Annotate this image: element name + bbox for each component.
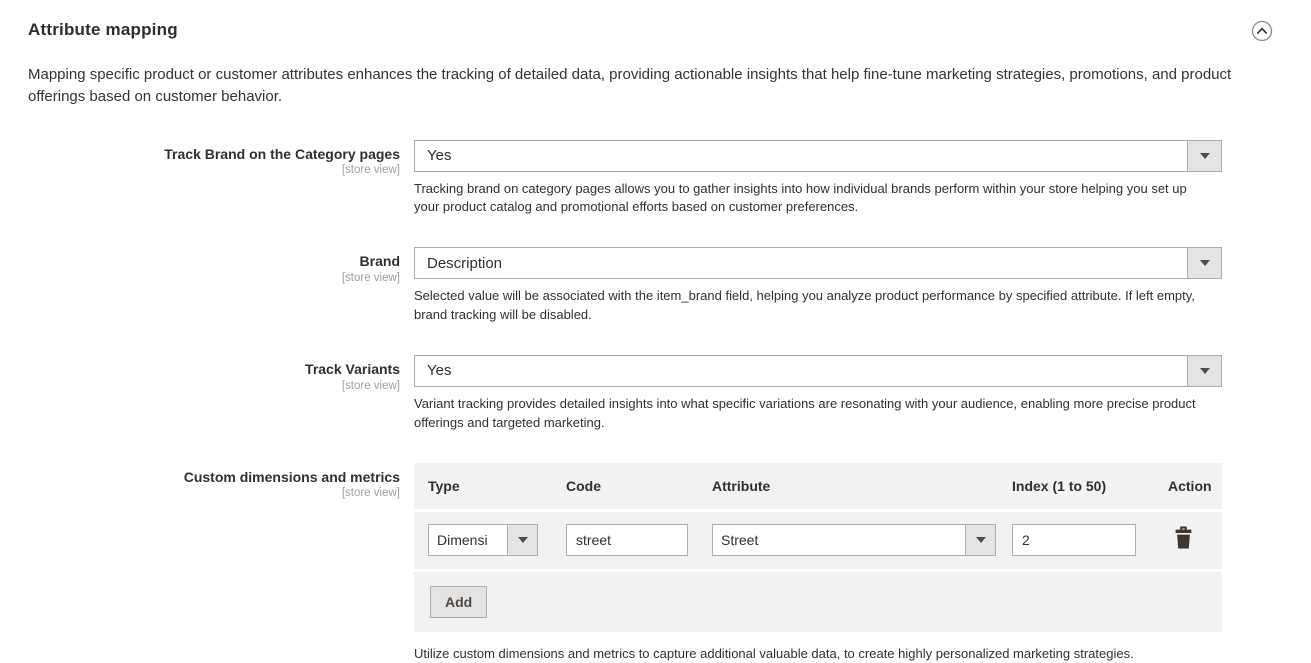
- scope-label: [store view]: [0, 272, 400, 284]
- table-header-row: [414, 463, 1222, 509]
- caret-down-icon: [507, 525, 537, 555]
- field-brand: [0, 247, 1311, 325]
- field-custom-dimensions-and-metrics: [0, 463, 1311, 663]
- track-variants-note: Variant tracking provides detailed insights into what specific variations are resonating with your audience, enabling more precise product offerings and targeted marketing.: [414, 395, 1210, 433]
- section-title: Attribute mapping: [28, 20, 178, 40]
- section-description: Mapping specific product or customer attributes enhances the tracking of detailed data, providing actionable insights that help fine-tune marketing strategies, promotions, and product offerings based on customer behavior.: [28, 64, 1283, 108]
- type-selected-value: Dimensi: [429, 525, 507, 555]
- collapse-section-button[interactable]: [1251, 20, 1273, 42]
- column-header-type: Type: [428, 478, 566, 494]
- add-row-button[interactable]: Add: [430, 586, 487, 618]
- column-header-attribute: Attribute: [712, 478, 1012, 494]
- table-row: [414, 512, 1222, 569]
- track-brand-selected-value: Yes: [415, 141, 1187, 171]
- track-brand-note: Tracking brand on category pages allows you to gather insights into how individual brands perform within your store helping you set up your product catalog and promotional efforts based on customer preferences.: [414, 180, 1210, 218]
- field-track-variants: [0, 355, 1311, 433]
- column-header-action: Action: [1168, 478, 1222, 494]
- trash-icon: [1174, 537, 1193, 552]
- attribute-selected-value: Street: [713, 525, 965, 555]
- custom-dimensions-label: Custom dimensions and metrics: [0, 469, 400, 486]
- brand-selected-value: Description: [415, 248, 1187, 278]
- custom-dimensions-table: [414, 463, 1222, 632]
- caret-down-icon: [1187, 141, 1221, 171]
- custom-dimensions-note: Utilize custom dimensions and metrics to capture additional valuable data, to create highly personalized marketing strategies.: [414, 645, 1210, 663]
- brand-select[interactable]: [414, 247, 1222, 279]
- track-variants-selected-value: Yes: [415, 356, 1187, 386]
- delete-row-button[interactable]: [1174, 526, 1193, 549]
- column-header-index: Index (1 to 50): [1012, 478, 1168, 494]
- scope-label: [store view]: [0, 487, 400, 499]
- track-variants-label: Track Variants: [0, 361, 400, 378]
- caret-down-icon: [1187, 356, 1221, 386]
- scope-label: [store view]: [0, 380, 400, 392]
- attribute-select[interactable]: [712, 524, 996, 556]
- track-variants-select[interactable]: [414, 355, 1222, 387]
- scope-label: [store view]: [0, 164, 400, 176]
- brand-note: Selected value will be associated with the item_brand field, helping you analyze product performance by specified attribute. If left empty, brand tracking will be disabled.: [414, 287, 1210, 325]
- chevron-up-circle-icon: [1251, 30, 1273, 45]
- caret-down-icon: [965, 525, 995, 555]
- field-track-brand-on-category-pages: [0, 140, 1311, 218]
- column-header-code: Code: [566, 478, 712, 494]
- caret-down-icon: [1187, 248, 1221, 278]
- track-brand-select[interactable]: [414, 140, 1222, 172]
- brand-label: Brand: [0, 253, 400, 270]
- table-add-row: [414, 572, 1222, 632]
- track-brand-label: Track Brand on the Category pages: [0, 146, 400, 163]
- index-input[interactable]: [1012, 524, 1136, 556]
- type-select[interactable]: [428, 524, 538, 556]
- attribute-mapping-form: [0, 140, 1311, 663]
- code-input[interactable]: [566, 524, 688, 556]
- section-header: [0, 20, 1311, 42]
